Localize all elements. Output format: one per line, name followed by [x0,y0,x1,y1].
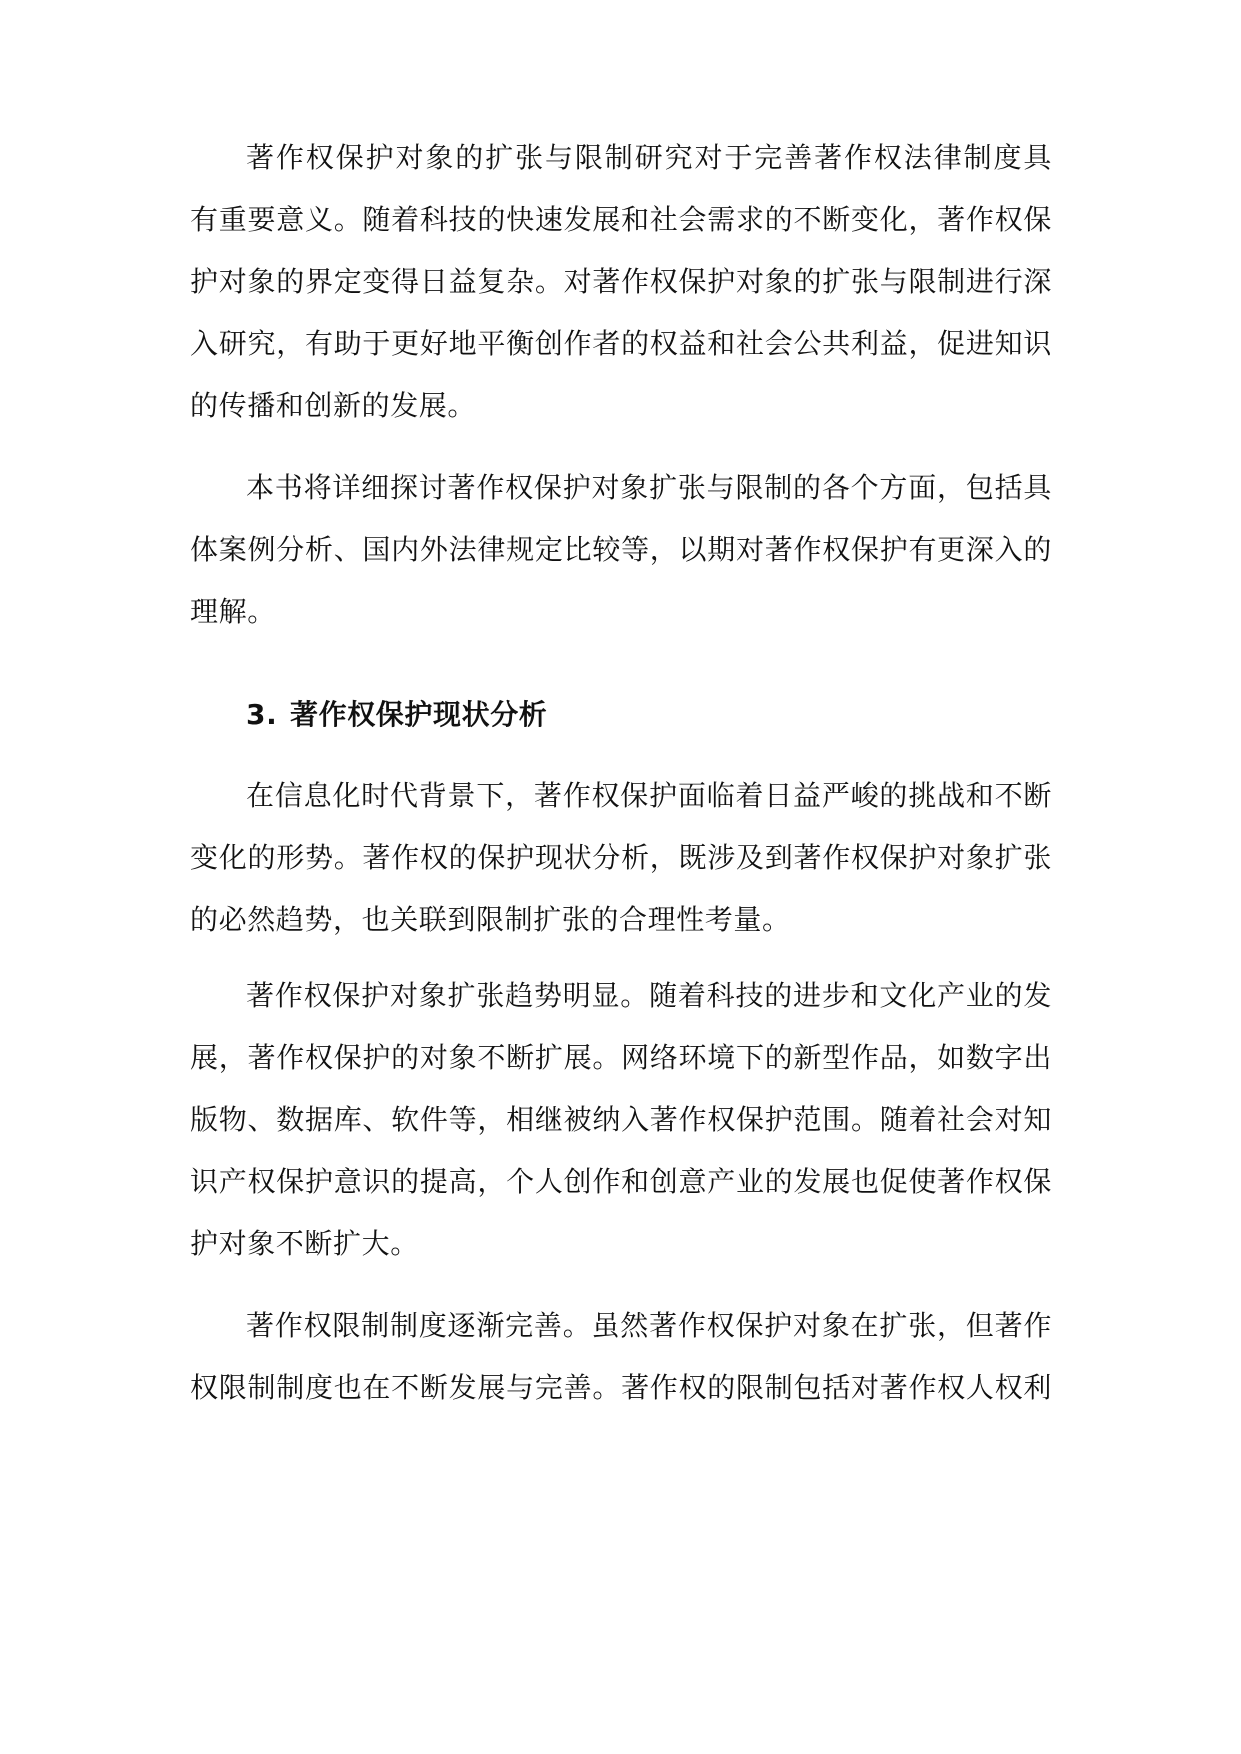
paragraph-1-line-4: 入研究，有助于更好地平衡创作者的权益和社会公共利益，促进知识 [190,327,1052,360]
paragraph-4-line-2: 展，著作权保护的对象不断扩展。网络环境下的新型作品，如数字出 [190,1041,1052,1074]
paragraph-2-line-2: 体案例分析、国内外法律规定比较等，以期对著作权保护有更深入的 [190,533,1052,566]
section-number: 3. [246,698,278,731]
paragraph-3-line-2: 变化的形势。著作权的保护现状分析，既涉及到著作权保护对象扩张 [190,841,1052,874]
paragraph-1-line-5: 的传播和创新的发展。 [190,389,477,422]
paragraph-3-line-3: 的必然趋势，也关联到限制扩张的合理性考量。 [190,903,791,936]
paragraph-1-line-1: 著作权保护对象的扩张与限制研究对于完善著作权法律制度具 [246,141,1052,174]
paragraph-4-line-1: 著作权保护对象扩张趋势明显。随着科技的进步和文化产业的发 [246,979,1052,1012]
paragraph-1-line-2: 有重要意义。随着科技的快速发展和社会需求的不断变化，著作权保 [190,203,1052,236]
paragraph-1-line-3: 护对象的界定变得日益复杂。对著作权保护对象的扩张与限制进行深 [190,265,1052,298]
paragraph-3-line-1: 在信息化时代背景下，著作权保护面临着日益严峻的挑战和不断 [246,779,1052,812]
paragraph-4-line-3: 版物、数据库、软件等，相继被纳入著作权保护范围。随着社会对知 [190,1103,1052,1136]
paragraph-2-line-3: 理解。 [190,595,276,628]
paragraph-4-line-4: 识产权保护意识的提高，个人创作和创意产业的发展也促使著作权保 [190,1165,1052,1198]
paragraph-5-line-2: 权限制制度也在不断发展与完善。著作权的限制包括对著作权人权利 [190,1371,1052,1404]
paragraph-5-line-1: 著作权限制制度逐渐完善。虽然著作权保护对象在扩张，但著作 [246,1309,1052,1342]
paragraph-4-line-5: 护对象不断扩大。 [190,1227,419,1260]
section-heading [246,695,1052,735]
paragraph-2-line-1: 本书将详细探讨著作权保护对象扩张与限制的各个方面，包括具 [246,471,1052,504]
section-title: 著作权保护现状分析 [290,698,548,731]
